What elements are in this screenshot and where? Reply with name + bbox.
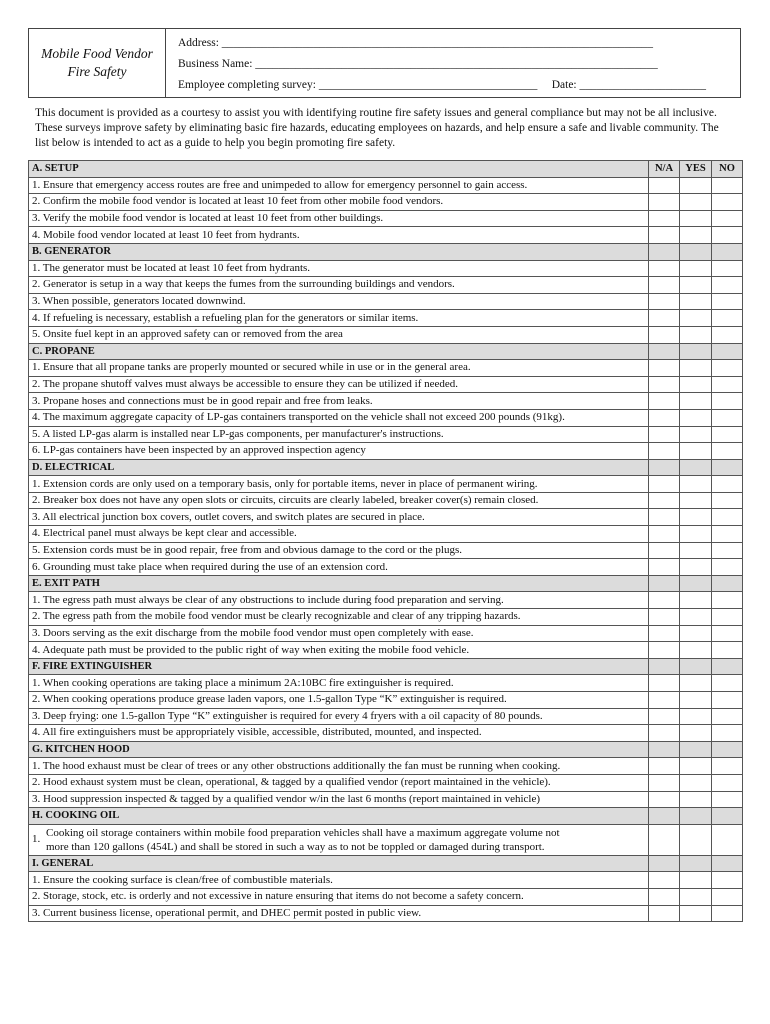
na-checkbox[interactable] (649, 692, 680, 709)
na-checkbox[interactable] (649, 376, 680, 393)
yes-checkbox[interactable] (680, 725, 712, 742)
checklist-item: 2. Generator is setup in a way that keeps the fumes from the surrounding buildings and vendors. (29, 277, 649, 294)
yes-checkbox[interactable] (680, 409, 712, 426)
yes-checkbox[interactable] (680, 194, 712, 211)
no-checkbox[interactable] (712, 708, 743, 725)
na-checkbox[interactable] (649, 609, 680, 626)
checklist-row (29, 692, 743, 709)
section-spacer (712, 658, 743, 675)
checklist-item: 2. The propane shutoff valves must always be accessible to ensure they can be utilized if needed. (29, 376, 649, 393)
intro-paragraph: This document is provided as a courtesy to assist you with identifying routine fire safety issues and general compliance but may not be all inclusive. These surveys improve safety by eliminating basic fire hazards, educating employees on hazards, and help ensure a safe and livable community. The list below is intended to act as a guide to help you begin promoting fire safety. (35, 107, 719, 149)
yes-checkbox[interactable] (680, 758, 712, 775)
na-checkbox[interactable] (649, 277, 680, 294)
na-checkbox[interactable] (649, 592, 680, 609)
section-title: G. KITCHEN HOOD (29, 741, 649, 758)
no-checkbox[interactable] (712, 872, 743, 889)
na-checkbox[interactable] (649, 293, 680, 310)
yes-checkbox[interactable] (680, 642, 712, 659)
section-spacer (649, 343, 680, 360)
na-checkbox[interactable] (649, 326, 680, 343)
checklist-row (29, 326, 743, 343)
checklist-item: 3. When possible, generators located downwind. (29, 293, 649, 310)
no-checkbox[interactable] (712, 443, 743, 460)
checklist-item: 2. When cooking operations produce grease laden vapors, one 1.5-gallon Type “K” extinguisher is required. (29, 692, 649, 709)
section-spacer (680, 855, 712, 872)
form-title-line1: Mobile Food Vendor (41, 46, 153, 61)
na-checkbox[interactable] (649, 888, 680, 905)
checklist-item: 1. The hood exhaust must be clear of trees or any other obstructions additionally the fan must be running when cooking. (29, 758, 649, 775)
section-title: C. PROPANE (29, 343, 649, 360)
na-checkbox[interactable] (649, 426, 680, 443)
section-spacer (649, 741, 680, 758)
section-header (29, 855, 743, 872)
checklist-row (29, 758, 743, 775)
no-checkbox[interactable] (712, 360, 743, 377)
yes-checkbox[interactable] (680, 625, 712, 642)
na-checkbox[interactable] (649, 194, 680, 211)
section-spacer (680, 741, 712, 758)
yes-checkbox[interactable] (680, 293, 712, 310)
checklist-item: 3. Current business license, operational permit, and DHEC permit posted in public view. (29, 905, 649, 922)
no-checkbox[interactable] (712, 888, 743, 905)
na-checkbox[interactable] (649, 708, 680, 725)
checklist-item: 5. Onsite fuel kept in an approved safety can or removed from the area (29, 326, 649, 343)
na-checkbox[interactable] (649, 476, 680, 493)
yes-checkbox[interactable] (680, 888, 712, 905)
checklist-row (29, 625, 743, 642)
section-spacer (649, 243, 680, 260)
checklist-row (29, 293, 743, 310)
yes-checkbox[interactable] (680, 326, 712, 343)
checklist-item: 1. Extension cords are only used on a temporary basis, only for portable items, never in place of permanent wiring. (29, 476, 649, 493)
na-checkbox[interactable] (649, 542, 680, 559)
checklist-row (29, 526, 743, 543)
na-checkbox[interactable] (649, 227, 680, 244)
yes-checkbox[interactable] (680, 393, 712, 410)
no-checkbox[interactable] (712, 310, 743, 327)
no-checkbox[interactable] (712, 409, 743, 426)
no-checkbox[interactable] (712, 905, 743, 922)
na-checkbox[interactable] (649, 310, 680, 327)
na-column-header: N/A (649, 161, 680, 178)
section-title: H. COOKING OIL (29, 808, 649, 825)
na-checkbox[interactable] (649, 824, 680, 855)
form-title (29, 29, 166, 97)
yes-checkbox[interactable] (680, 824, 712, 855)
checklist-row (29, 824, 743, 855)
checklist-row (29, 310, 743, 327)
na-checkbox[interactable] (649, 675, 680, 692)
checklist-item: 3. Propane hoses and connections must be in good repair and free from leaks. (29, 393, 649, 410)
no-column-header: NO (712, 161, 743, 178)
yes-checkbox[interactable] (680, 509, 712, 526)
no-checkbox[interactable] (712, 194, 743, 211)
yes-checkbox[interactable] (680, 609, 712, 626)
no-checkbox[interactable] (712, 426, 743, 443)
yes-checkbox[interactable] (680, 210, 712, 227)
yes-checkbox[interactable] (680, 559, 712, 576)
no-checkbox[interactable] (712, 559, 743, 576)
section-title: D. ELECTRICAL (29, 459, 649, 476)
checklist-row (29, 542, 743, 559)
na-checkbox[interactable] (649, 725, 680, 742)
checklist-row (29, 559, 743, 576)
checklist-row (29, 888, 743, 905)
checklist-item: 1. Ensure that all propane tanks are properly mounted or secured while in use or in the general area. (29, 360, 649, 377)
checklist-row (29, 393, 743, 410)
no-checkbox[interactable] (712, 542, 743, 559)
item-number: 1. (32, 833, 41, 846)
section-spacer (649, 855, 680, 872)
section-spacer (712, 855, 743, 872)
no-checkbox[interactable] (712, 227, 743, 244)
checklist-item: 5. A listed LP-gas alarm is installed near LP-gas components, per manufacturer's instructions. (29, 426, 649, 443)
form-title-line2: Fire Safety (67, 64, 127, 79)
date-field[interactable]: Date: ______________________ (551, 79, 706, 91)
no-checkbox[interactable] (712, 492, 743, 509)
no-checkbox[interactable] (712, 774, 743, 791)
checklist-item: 2. Confirm the mobile food vendor is located at least 10 feet from other mobile food vendors. (29, 194, 649, 211)
header-fields (166, 29, 740, 97)
yes-checkbox[interactable] (680, 592, 712, 609)
employee-date-row (178, 75, 740, 96)
checklist-row (29, 592, 743, 609)
section-spacer (649, 658, 680, 675)
address-field[interactable]: Address: ___________________________________________________________________________ (178, 37, 654, 49)
no-checkbox[interactable] (712, 692, 743, 709)
checklist-item: 3. Verify the mobile food vendor is located at least 10 feet from other buildings. (29, 210, 649, 227)
checklist-row (29, 872, 743, 889)
section-header (29, 658, 743, 675)
na-checkbox[interactable] (649, 260, 680, 277)
section-spacer (649, 459, 680, 476)
checklist-item: 4. Adequate path must be provided to the public right of way when exiting the mobile food vehicle. (29, 642, 649, 659)
na-checkbox[interactable] (649, 177, 680, 194)
checklist-item: 4. Mobile food vendor located at least 10 feet from hydrants. (29, 227, 649, 244)
no-checkbox[interactable] (712, 675, 743, 692)
checklist-item (29, 824, 649, 855)
checklist-row (29, 905, 743, 922)
no-checkbox[interactable] (712, 592, 743, 609)
section-header (29, 741, 743, 758)
checklist-item: 3. Deep frying: one 1.5-gallon Type “K” extinguisher is required for every 4 fryers with a oil capacity of 80 pounds. (29, 708, 649, 725)
yes-checkbox[interactable] (680, 542, 712, 559)
na-checkbox[interactable] (649, 360, 680, 377)
checklist-item: 1. The egress path must always be clear of any obstructions to include during food preparation and serving. (29, 592, 649, 609)
checklist-item: 4. The maximum aggregate capacity of LP-gas containers transported on the vehicle shall not exceed 200 pounds (91kg). (29, 409, 649, 426)
section-title: B. GENERATOR (29, 243, 649, 260)
na-checkbox[interactable] (649, 210, 680, 227)
section-spacer (712, 575, 743, 592)
yes-checkbox[interactable] (680, 260, 712, 277)
section-header (29, 343, 743, 360)
checklist-item: 1. When cooking operations are taking place a minimum 2A:10BC fire extinguisher is required. (29, 675, 649, 692)
business-name-field[interactable]: Business Name: ______________________________________________________________________ (178, 58, 658, 70)
na-checkbox[interactable] (649, 774, 680, 791)
na-checkbox[interactable] (649, 872, 680, 889)
checklist-row (29, 443, 743, 460)
checklist-item: 4. All fire extinguishers must be appropriately visible, accessible, distributed, mounted, and inspected. (29, 725, 649, 742)
na-checkbox[interactable] (649, 559, 680, 576)
form-header (28, 28, 741, 98)
section-spacer (649, 575, 680, 592)
section-spacer (680, 343, 712, 360)
no-checkbox[interactable] (712, 758, 743, 775)
yes-checkbox[interactable] (680, 426, 712, 443)
no-checkbox[interactable] (712, 824, 743, 855)
section-title: A. SETUP (29, 161, 649, 178)
checklist-row (29, 609, 743, 626)
checklist-item: 2. Hood exhaust system must be clean, operational, & tagged by a qualified vendor (report maintained in the vehicle). (29, 774, 649, 791)
no-checkbox[interactable] (712, 526, 743, 543)
yes-checkbox[interactable] (680, 774, 712, 791)
section-header (29, 459, 743, 476)
checklist-item: 6. LP-gas containers have been inspected by an approved inspection agency (29, 443, 649, 460)
yes-checkbox[interactable] (680, 791, 712, 808)
na-checkbox[interactable] (649, 509, 680, 526)
checklist-row (29, 642, 743, 659)
checklist-row (29, 476, 743, 493)
checklist-item: 6. Grounding must take place when required during the use of an extension cord. (29, 559, 649, 576)
yes-checkbox[interactable] (680, 376, 712, 393)
checklist-row (29, 791, 743, 808)
checklist-item: 2. Breaker box does not have any open slots or circuits, circuits are clearly labeled, breaker cover(s) remain closed. (29, 492, 649, 509)
section-title: E. EXIT PATH (29, 575, 649, 592)
na-checkbox[interactable] (649, 791, 680, 808)
checklist-row (29, 177, 743, 194)
yes-checkbox[interactable] (680, 476, 712, 493)
checklist-row (29, 725, 743, 742)
checklist-row (29, 509, 743, 526)
checklist-item: 4. If refueling is necessary, establish a refueling plan for the generators or similar items. (29, 310, 649, 327)
checklist-row (29, 260, 743, 277)
no-checkbox[interactable] (712, 210, 743, 227)
section-spacer (680, 808, 712, 825)
no-checkbox[interactable] (712, 260, 743, 277)
na-checkbox[interactable] (649, 905, 680, 922)
checklist-row (29, 277, 743, 294)
section-spacer (712, 343, 743, 360)
checklist-item: 2. Storage, stock, etc. is orderly and not excessive in nature ensuring that items do not become a safety concern. (29, 888, 649, 905)
no-checkbox[interactable] (712, 393, 743, 410)
yes-checkbox[interactable] (680, 492, 712, 509)
checklist-item: 3. Doors serving as the exit discharge from the mobile food vendor must open completely with ease. (29, 625, 649, 642)
na-checkbox[interactable] (649, 758, 680, 775)
checklist-item: 4. Electrical panel must always be kept clear and accessible. (29, 526, 649, 543)
checklist-item: 2. The egress path from the mobile food vendor must be clearly recognizable and clear of any tripping hazards. (29, 609, 649, 626)
section-title: I. GENERAL (29, 855, 649, 872)
yes-checkbox[interactable] (680, 708, 712, 725)
no-checkbox[interactable] (712, 476, 743, 493)
no-checkbox[interactable] (712, 326, 743, 343)
yes-checkbox[interactable] (680, 526, 712, 543)
checklist-row (29, 708, 743, 725)
section-title: F. FIRE EXTINGUISHER (29, 658, 649, 675)
no-checkbox[interactable] (712, 625, 743, 642)
checklist-row (29, 426, 743, 443)
yes-checkbox[interactable] (680, 443, 712, 460)
no-checkbox[interactable] (712, 376, 743, 393)
checklist-row (29, 492, 743, 509)
na-checkbox[interactable] (649, 625, 680, 642)
section-spacer (712, 459, 743, 476)
yes-checkbox[interactable] (680, 675, 712, 692)
checklist-item: 5. Extension cords must be in good repair, free from and obvious damage to the cord or the plugs. (29, 542, 649, 559)
yes-checkbox[interactable] (680, 872, 712, 889)
yes-checkbox[interactable] (680, 277, 712, 294)
section-header (29, 575, 743, 592)
section-spacer (680, 459, 712, 476)
section-spacer (712, 808, 743, 825)
item-text-line1: Cooking oil storage containers within mobile food preparation vehicles shall have a maximum aggregate volume not (46, 826, 560, 839)
section-spacer (680, 243, 712, 260)
na-checkbox[interactable] (649, 526, 680, 543)
checklist-item: 3. Hood suppression inspected & tagged by a qualified vendor w/in the last 6 months (report maintained in vehicle) (29, 791, 649, 808)
na-checkbox[interactable] (649, 393, 680, 410)
checklist-row (29, 774, 743, 791)
section-spacer (712, 243, 743, 260)
section-spacer (680, 575, 712, 592)
section-spacer (649, 808, 680, 825)
section-header (29, 808, 743, 825)
checklist-item: 1. Ensure the cooking surface is clean/free of combustible materials. (29, 872, 649, 889)
checklist-row (29, 360, 743, 377)
item-text-line2: more than 120 gallons (454L) and shall be stored in such a way as to not be toppled or damaged during transport. (46, 840, 545, 853)
na-checkbox[interactable] (649, 409, 680, 426)
checklist-row (29, 409, 743, 426)
na-checkbox[interactable] (649, 492, 680, 509)
employee-field[interactable]: Employee completing survey: ______________________________________ (178, 79, 538, 91)
no-checkbox[interactable] (712, 509, 743, 526)
yes-checkbox[interactable] (680, 360, 712, 377)
yes-checkbox[interactable] (680, 177, 712, 194)
yes-checkbox[interactable] (680, 905, 712, 922)
no-checkbox[interactable] (712, 791, 743, 808)
checklist-row (29, 210, 743, 227)
checklist-item: 3. All electrical junction box covers, outlet covers, and switch plates are secured in place. (29, 509, 649, 526)
checklist-row (29, 376, 743, 393)
yes-column-header: YES (680, 161, 712, 178)
no-checkbox[interactable] (712, 609, 743, 626)
item-text (46, 826, 560, 854)
section-header (29, 161, 743, 178)
no-checkbox[interactable] (712, 277, 743, 294)
checklist-row (29, 227, 743, 244)
no-checkbox[interactable] (712, 177, 743, 194)
na-checkbox[interactable] (649, 443, 680, 460)
section-spacer (712, 741, 743, 758)
no-checkbox[interactable] (712, 725, 743, 742)
no-checkbox[interactable] (712, 293, 743, 310)
checklist-table (28, 160, 743, 922)
section-spacer (680, 658, 712, 675)
yes-checkbox[interactable] (680, 227, 712, 244)
yes-checkbox[interactable] (680, 310, 712, 327)
checklist-row (29, 194, 743, 211)
checklist-item: 1. Ensure that emergency access routes are free and unimpeded to allow for emergency personnel to gain access. (29, 177, 649, 194)
no-checkbox[interactable] (712, 642, 743, 659)
na-checkbox[interactable] (649, 642, 680, 659)
section-header (29, 243, 743, 260)
checklist-item: 1. The generator must be located at least 10 feet from hydrants. (29, 260, 649, 277)
checklist-row (29, 675, 743, 692)
yes-checkbox[interactable] (680, 692, 712, 709)
